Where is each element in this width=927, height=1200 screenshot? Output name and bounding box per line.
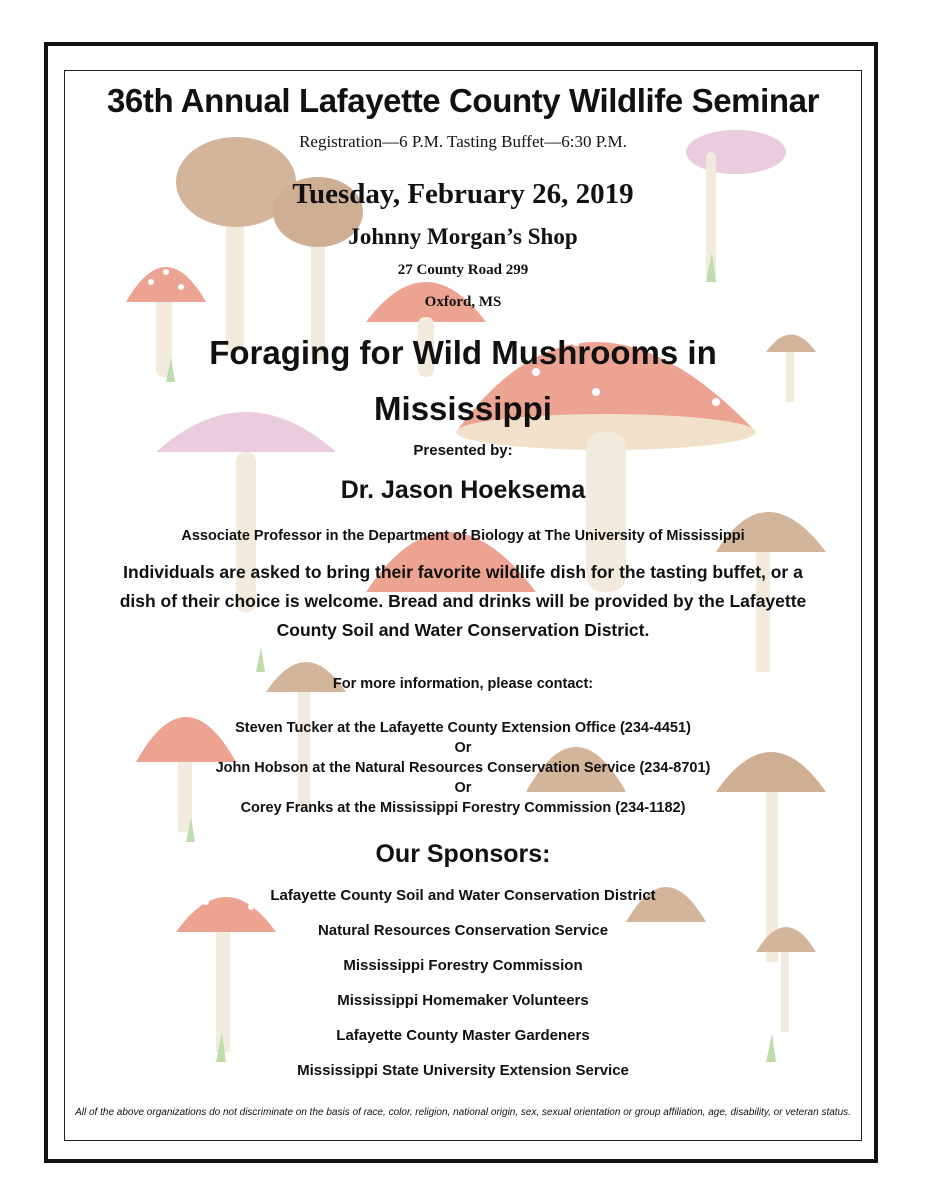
venue-name: Johnny Morgan’s Shop — [348, 224, 578, 249]
address-line-1: 27 County Road 299 — [397, 262, 529, 278]
event-description — [66, 558, 860, 645]
contact-separator: Or — [454, 780, 472, 796]
contact-item: Steven Tucker at the Lafayette County Extension Office (234-4451) — [235, 720, 691, 736]
contact-separator: Or — [454, 740, 472, 756]
address-line-2: Oxford, MS — [424, 294, 502, 310]
sponsors-heading: Our Sponsors: — [375, 840, 551, 868]
presented-by-label: Presented by: — [413, 442, 513, 459]
sponsor-item: Natural Resources Conservation Service — [317, 922, 609, 939]
topic-title-line-2: Mississippi — [374, 390, 552, 427]
sponsor-item: Mississippi State University Extension Service — [297, 1062, 629, 1079]
description-line: dish of their choice is welcome. Bread and drinks will be provided by the Lafayette — [119, 591, 807, 611]
contact-item: John Hobson at the Natural Resources Conservation Service (234-8701) — [215, 760, 711, 776]
topic-title-line-1: Foraging for Wild Mushrooms in — [209, 334, 717, 371]
description-line: Individuals are asked to bring their favorite wildlife dish for the tasting buffet, or a — [123, 562, 803, 582]
registration-time: Registration—6 P.M. Tasting Buffet—6:30 P.M. — [299, 132, 627, 151]
sponsor-item: Mississippi Homemaker Volunteers — [337, 992, 589, 1009]
description-line: County Soil and Water Conservation District. — [276, 620, 650, 640]
event-date: Tuesday, February 26, 2019 — [292, 178, 634, 210]
flyer-content — [66, 72, 860, 1139]
more-info-label: For more information, please contact: — [332, 676, 594, 692]
contact-list — [66, 718, 860, 818]
sponsor-item: Lafayette County Soil and Water Conservation District — [270, 887, 656, 904]
event-title: 36th Annual Lafayette County Wildlife Seminar — [106, 82, 820, 119]
speaker-name: Dr. Jason Hoeksema — [340, 476, 586, 504]
sponsor-item: Mississippi Forestry Commission — [343, 957, 583, 974]
sponsor-item: Lafayette County Master Gardeners — [336, 1027, 590, 1044]
contact-item: Corey Franks at the Mississippi Forestry Commission (234-1182) — [240, 800, 686, 816]
sponsor-list — [66, 886, 860, 1096]
non-discrimination-disclaimer: All of the above organizations do not discriminate on the basis of race, color, religion, national origin, sex, sexual orientation or group affiliation, age, disability, or veteran status. — [75, 1107, 851, 1118]
speaker-title: Associate Professor in the Department of Biology at The University of Mississippi — [181, 528, 745, 544]
